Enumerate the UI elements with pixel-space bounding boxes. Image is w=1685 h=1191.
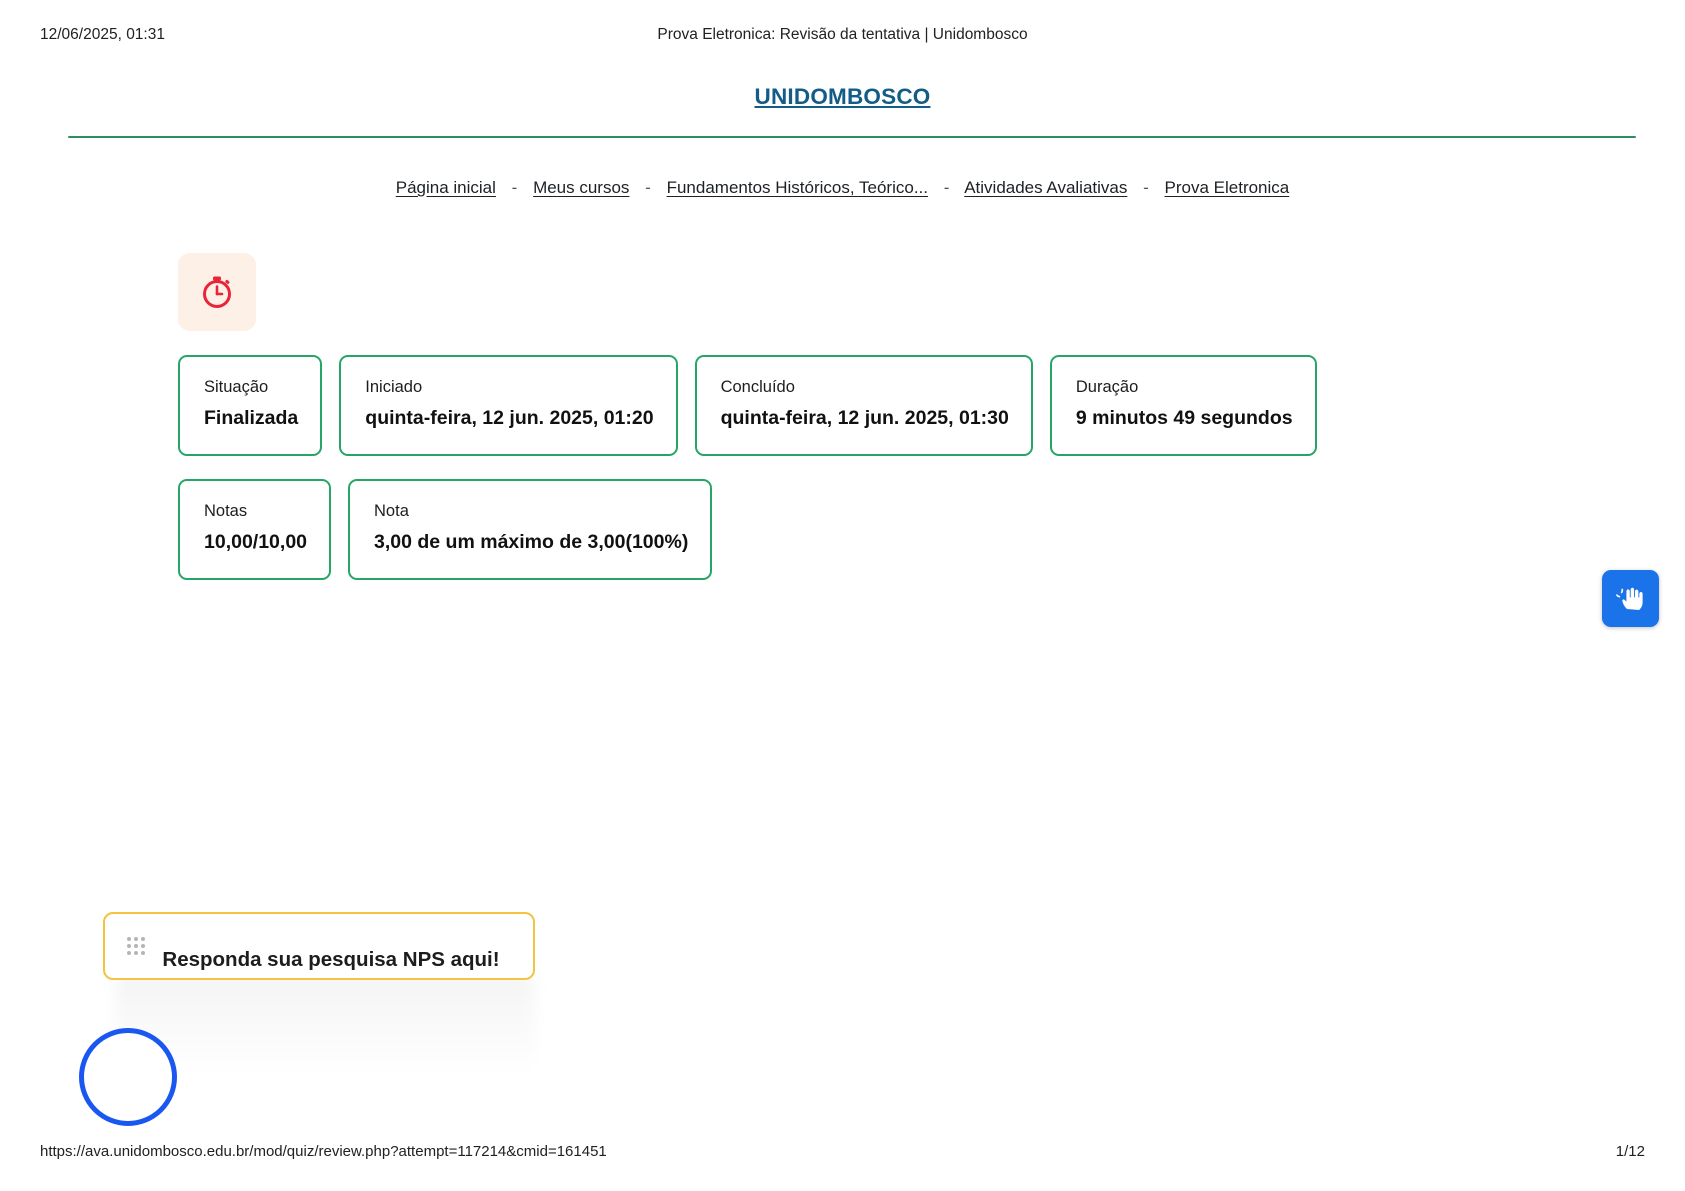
summary-label: Duração — [1075, 378, 1139, 397]
print-title: Prova Eletronica: Revisão da tentativa | Unidombosco — [657, 26, 1028, 43]
summary-value: 3,00 de um máximo de 3,00(100%) — [374, 531, 689, 554]
summary-value: 9 minutos 49 segundos — [1075, 407, 1293, 430]
breadcrumb-item-course[interactable]: Fundamentos Históricos, Teórico... — [666, 178, 928, 197]
breadcrumb-separator: - — [1143, 178, 1149, 197]
site-brand-container — [0, 84, 1685, 110]
nps-shadow — [115, 972, 535, 1076]
summary-card-nota — [348, 479, 712, 580]
breadcrumb-item-my-courses[interactable]: Meus cursos — [533, 178, 630, 197]
header-divider — [68, 136, 1636, 138]
quiz-summary-row-1 — [178, 355, 1317, 456]
site-brand-link[interactable]: UNIDOMBOSCO — [754, 84, 931, 109]
print-url: https://ava.unidombosco.edu.br/mod/quiz/review.php?attempt=117214&cmid=161451 — [40, 1143, 607, 1160]
print-page-number: 1/12 — [1615, 1143, 1645, 1160]
summary-value: quinta-feira, 12 jun. 2025, 01:30 — [720, 407, 1009, 430]
quiz-timer-icon — [178, 253, 256, 331]
summary-card-iniciado — [339, 355, 677, 456]
breadcrumb-item-home[interactable]: Página inicial — [395, 178, 496, 197]
summary-label: Iniciado — [365, 378, 423, 397]
nps-bubble[interactable] — [103, 912, 535, 980]
summary-value: 10,00/10,00 — [204, 531, 308, 554]
summary-value: Finalizada — [204, 407, 299, 430]
summary-label: Notas — [204, 502, 248, 521]
breadcrumb-separator: - — [943, 178, 950, 197]
print-header — [0, 26, 1685, 48]
summary-label: Situação — [204, 378, 269, 397]
print-date: 12/06/2025, 01:31 — [40, 26, 165, 43]
drag-handle-icon[interactable] — [119, 937, 153, 955]
quiz-summary-row-2 — [178, 479, 712, 580]
print-footer — [0, 1143, 1685, 1163]
breadcrumb-separator: - — [511, 178, 518, 197]
summary-card-duracao — [1050, 355, 1317, 456]
breadcrumb-separator: - — [645, 178, 651, 197]
summary-card-situacao — [178, 355, 322, 456]
nps-launcher-button[interactable] — [79, 1028, 177, 1126]
summary-label: Concluído — [720, 378, 795, 397]
summary-card-notas — [178, 479, 331, 580]
summary-label: Nota — [374, 502, 409, 521]
breadcrumb — [0, 178, 1685, 198]
breadcrumb-item-quiz[interactable]: Prova Eletronica — [1164, 178, 1290, 197]
breadcrumb-item-activities[interactable]: Atividades Avaliativas — [964, 178, 1128, 197]
accessibility-hand-icon[interactable] — [1602, 570, 1659, 627]
summary-value: quinta-feira, 12 jun. 2025, 01:20 — [365, 407, 654, 430]
summary-card-concluido — [695, 355, 1033, 456]
nps-message: Responda sua pesquisa NPS aqui! — [162, 947, 500, 971]
nps-survey-widget — [103, 912, 535, 1102]
